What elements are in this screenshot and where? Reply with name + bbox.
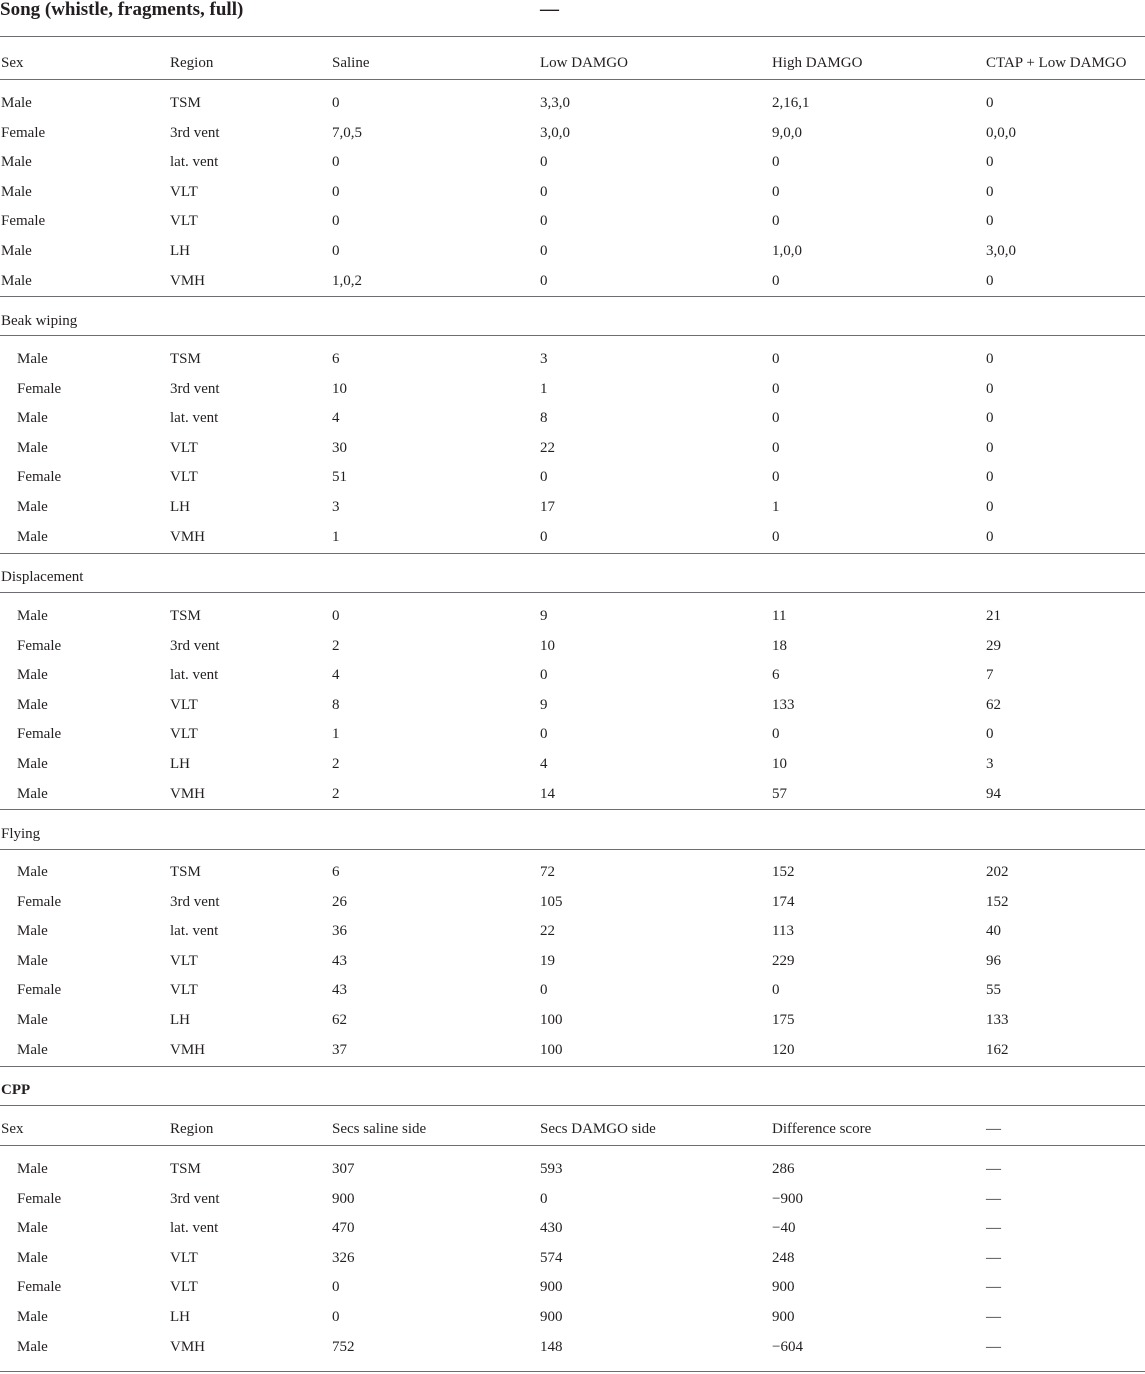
cell-sex: Male bbox=[17, 351, 48, 367]
table-rule bbox=[0, 335, 1145, 336]
cell-region: VMH bbox=[170, 528, 206, 545]
table-row bbox=[0, 1273, 1145, 1303]
cell-high-damgo: 120 bbox=[772, 1041, 795, 1058]
cell-empty: — bbox=[986, 1309, 1001, 1325]
table-row bbox=[0, 947, 1145, 977]
cell-sex: Male bbox=[17, 667, 48, 684]
cell-difference: 286 bbox=[772, 1161, 795, 1177]
cell-sex: Male bbox=[1, 95, 32, 111]
cell-low-damgo: 0 bbox=[540, 243, 548, 259]
song-section-dash: — bbox=[540, 0, 559, 20]
cell-saline: 6 bbox=[332, 864, 340, 880]
cell-region: 3rd vent bbox=[170, 637, 220, 654]
cell-low-damgo: 3,0,0 bbox=[540, 124, 570, 141]
cell-sex: Male bbox=[17, 1041, 48, 1058]
cell-low-damgo: 105 bbox=[540, 893, 563, 910]
table-row bbox=[0, 404, 1145, 434]
table-rule bbox=[0, 592, 1145, 593]
cell-ctap-low-damgo: 0 bbox=[986, 380, 994, 397]
cell-saline: 0 bbox=[332, 243, 340, 259]
cell-secs-saline: 900 bbox=[332, 1190, 355, 1207]
cell-saline: 0 bbox=[332, 95, 340, 111]
cell-saline: 43 bbox=[332, 982, 347, 999]
table-row bbox=[0, 434, 1145, 464]
cpp-col-header-sex: Sex bbox=[1, 1121, 24, 1137]
cell-sex: Female bbox=[17, 469, 62, 486]
cell-sex: Female bbox=[1, 124, 46, 141]
cell-ctap-low-damgo: 7 bbox=[986, 667, 994, 684]
cell-difference: 248 bbox=[772, 1249, 795, 1266]
table-row bbox=[0, 888, 1145, 918]
cell-sex: Female bbox=[17, 726, 62, 743]
table-row bbox=[0, 493, 1145, 523]
table-row bbox=[0, 375, 1145, 405]
cell-ctap-low-damgo: 0 bbox=[986, 183, 994, 200]
cell-saline: 1,0,2 bbox=[332, 272, 362, 289]
cell-ctap-low-damgo: 202 bbox=[986, 864, 1009, 880]
cell-sex: Male bbox=[17, 952, 48, 969]
cell-region: VLT bbox=[170, 183, 198, 200]
cell-high-damgo: 0 bbox=[772, 183, 780, 200]
table-row bbox=[0, 463, 1145, 493]
cell-ctap-low-damgo: 3,0,0 bbox=[986, 243, 1016, 259]
table-row bbox=[0, 523, 1145, 553]
cell-high-damgo: 0 bbox=[772, 351, 780, 367]
cell-sex: Female bbox=[1, 213, 46, 230]
cell-sex: Male bbox=[1, 272, 32, 289]
cell-ctap-low-damgo: 162 bbox=[986, 1041, 1009, 1058]
cell-sex: Female bbox=[17, 1279, 62, 1296]
cell-region: TSM bbox=[170, 608, 201, 624]
table-row bbox=[0, 632, 1145, 662]
flying-section-title: Flying bbox=[1, 826, 41, 842]
cell-low-damgo: 14 bbox=[540, 785, 555, 802]
table-row bbox=[0, 148, 1145, 178]
cell-ctap-low-damgo: 3 bbox=[986, 756, 994, 772]
cell-sex: Male bbox=[17, 410, 48, 427]
cell-saline: 0 bbox=[332, 183, 340, 200]
cell-ctap-low-damgo: 133 bbox=[986, 1012, 1009, 1028]
cell-low-damgo: 0 bbox=[540, 154, 548, 171]
table-row bbox=[0, 780, 1145, 810]
cell-region: VLT bbox=[170, 213, 198, 230]
cell-saline: 3 bbox=[332, 499, 340, 515]
cell-ctap-low-damgo: 94 bbox=[986, 785, 1001, 802]
cell-ctap-low-damgo: 0 bbox=[986, 410, 994, 427]
cell-sex: Male bbox=[17, 1338, 48, 1355]
cell-sex: Male bbox=[17, 499, 48, 515]
cell-ctap-low-damgo: 55 bbox=[986, 982, 1001, 999]
cell-low-damgo: 0 bbox=[540, 726, 548, 743]
cell-difference: −604 bbox=[772, 1338, 803, 1355]
cell-high-damgo: 57 bbox=[772, 785, 787, 802]
cell-saline: 6 bbox=[332, 351, 340, 367]
table-rule bbox=[0, 809, 1145, 810]
cell-low-damgo: 4 bbox=[540, 756, 548, 772]
cell-region: lat. vent bbox=[170, 154, 219, 171]
table-row bbox=[0, 1006, 1145, 1036]
cell-secs-damgo: 900 bbox=[540, 1309, 563, 1325]
cell-high-damgo: 0 bbox=[772, 439, 780, 456]
table-row bbox=[0, 917, 1145, 947]
cell-sex: Male bbox=[17, 1220, 48, 1237]
cpp-col-header-difference: Difference score bbox=[772, 1121, 872, 1137]
cell-ctap-low-damgo: 62 bbox=[986, 696, 1001, 713]
cell-ctap-low-damgo: 0 bbox=[986, 528, 994, 545]
cell-ctap-low-damgo: 0 bbox=[986, 213, 994, 230]
cpp-col-header-empty: — bbox=[986, 1121, 1001, 1137]
cell-saline: 62 bbox=[332, 1012, 347, 1028]
cell-sex: Male bbox=[1, 183, 32, 200]
table-row bbox=[0, 720, 1145, 750]
cell-ctap-low-damgo: 96 bbox=[986, 952, 1001, 969]
cell-empty: — bbox=[986, 1249, 1001, 1266]
cell-saline: 10 bbox=[332, 380, 347, 397]
cell-sex: Female bbox=[17, 1190, 62, 1207]
table-row bbox=[0, 237, 1145, 267]
cell-region: lat. vent bbox=[170, 410, 219, 427]
cell-sex: Male bbox=[17, 923, 48, 940]
cell-ctap-low-damgo: 0 bbox=[986, 95, 994, 111]
cell-ctap-low-damgo: 0 bbox=[986, 272, 994, 289]
cell-high-damgo: 133 bbox=[772, 696, 795, 713]
cell-saline: 4 bbox=[332, 667, 340, 684]
cell-region: 3rd vent bbox=[170, 124, 220, 141]
cell-empty: — bbox=[986, 1161, 1001, 1177]
table-row bbox=[0, 1244, 1145, 1274]
table-row bbox=[0, 1036, 1145, 1066]
cell-region: TSM bbox=[170, 95, 201, 111]
cell-ctap-low-damgo: 21 bbox=[986, 608, 1001, 624]
song-section-title: Song (whistle, fragments, full) bbox=[0, 0, 244, 20]
cell-ctap-low-damgo: 152 bbox=[986, 893, 1009, 910]
cell-saline: 2 bbox=[332, 637, 340, 654]
cell-saline: 0 bbox=[332, 608, 340, 624]
cell-ctap-low-damgo: 0 bbox=[986, 469, 994, 486]
table-rule bbox=[0, 849, 1145, 850]
table-row bbox=[0, 119, 1145, 149]
cell-region: VLT bbox=[170, 1249, 198, 1266]
cell-ctap-low-damgo: 0 bbox=[986, 726, 994, 743]
cpp-col-header-secs-saline: Secs saline side bbox=[332, 1121, 427, 1137]
cell-sex: Female bbox=[17, 380, 62, 397]
cell-region: lat. vent bbox=[170, 1220, 219, 1237]
table-row bbox=[0, 661, 1145, 691]
cell-region: VLT bbox=[170, 439, 198, 456]
cell-high-damgo: 152 bbox=[772, 864, 795, 880]
table-rule bbox=[0, 1105, 1145, 1106]
table-row bbox=[0, 750, 1145, 780]
cell-region: VLT bbox=[170, 1279, 198, 1296]
cell-high-damgo: 0 bbox=[772, 982, 780, 999]
table-rule bbox=[0, 36, 1145, 37]
table-row bbox=[0, 1185, 1145, 1215]
cell-saline: 2 bbox=[332, 785, 340, 802]
cell-empty: — bbox=[986, 1338, 1001, 1355]
cell-high-damgo: 18 bbox=[772, 637, 787, 654]
cell-region: VMH bbox=[170, 272, 206, 289]
table-row bbox=[0, 1214, 1145, 1244]
cell-region: LH bbox=[170, 1309, 190, 1325]
cell-high-damgo: 1,0,0 bbox=[772, 243, 802, 259]
cell-secs-damgo: 430 bbox=[540, 1220, 563, 1237]
cell-sex: Male bbox=[17, 864, 48, 880]
cell-saline: 51 bbox=[332, 469, 347, 486]
cell-sex: Male bbox=[17, 1161, 48, 1177]
cell-sex: Female bbox=[17, 982, 62, 999]
cell-high-damgo: 0 bbox=[772, 380, 780, 397]
cell-high-damgo: 0 bbox=[772, 726, 780, 743]
cell-saline: 7,0,5 bbox=[332, 124, 362, 141]
cell-region: VMH bbox=[170, 1338, 206, 1355]
cell-sex: Male bbox=[17, 1309, 48, 1325]
cell-high-damgo: 0 bbox=[772, 213, 780, 230]
cell-low-damgo: 0 bbox=[540, 213, 548, 230]
cell-region: 3rd vent bbox=[170, 893, 220, 910]
table-rule bbox=[0, 79, 1145, 80]
cell-low-damgo: 0 bbox=[540, 667, 548, 684]
cell-saline: 0 bbox=[332, 154, 340, 171]
cell-region: VLT bbox=[170, 696, 198, 713]
table-rule bbox=[0, 1145, 1145, 1146]
cell-ctap-low-damgo: 29 bbox=[986, 637, 1001, 654]
cell-low-damgo: 72 bbox=[540, 864, 555, 880]
cell-high-damgo: 175 bbox=[772, 1012, 795, 1028]
table-row bbox=[0, 1155, 1145, 1185]
cell-sex: Male bbox=[17, 785, 48, 802]
col-header-low-damgo: Low DAMGO bbox=[540, 55, 628, 71]
cell-empty: — bbox=[986, 1279, 1001, 1296]
cell-secs-damgo: 148 bbox=[540, 1338, 563, 1355]
cell-sex: Male bbox=[17, 608, 48, 624]
cell-region: lat. vent bbox=[170, 923, 219, 940]
cell-saline: 0 bbox=[332, 213, 340, 230]
cell-region: TSM bbox=[170, 864, 201, 880]
col-header-sex: Sex bbox=[1, 55, 24, 71]
table-row bbox=[0, 691, 1145, 721]
cell-sex: Male bbox=[1, 243, 32, 259]
cell-sex: Female bbox=[17, 893, 62, 910]
cell-region: TSM bbox=[170, 351, 201, 367]
table-rule bbox=[0, 1371, 1145, 1372]
cell-low-damgo: 10 bbox=[540, 637, 555, 654]
cell-low-damgo: 0 bbox=[540, 272, 548, 289]
cpp-col-header-secs-damgo: Secs DAMGO side bbox=[540, 1121, 656, 1137]
cell-high-damgo: 1 bbox=[772, 499, 780, 515]
table-row bbox=[0, 1333, 1145, 1363]
cell-region: lat. vent bbox=[170, 667, 219, 684]
cell-sex: Male bbox=[17, 1249, 48, 1266]
cell-secs-saline: 470 bbox=[332, 1220, 355, 1237]
cell-region: VLT bbox=[170, 469, 198, 486]
cell-low-damgo: 22 bbox=[540, 439, 555, 456]
table-row bbox=[0, 976, 1145, 1006]
cell-region: LH bbox=[170, 756, 190, 772]
cell-sex: Female bbox=[17, 637, 62, 654]
cell-saline: 37 bbox=[332, 1041, 347, 1058]
cell-low-damgo: 0 bbox=[540, 528, 548, 545]
cell-high-damgo: 11 bbox=[772, 608, 787, 624]
cell-empty: — bbox=[986, 1220, 1001, 1237]
cell-secs-saline: 0 bbox=[332, 1279, 340, 1296]
cell-saline: 1 bbox=[332, 528, 340, 545]
cell-region: LH bbox=[170, 243, 190, 259]
cell-saline: 4 bbox=[332, 410, 340, 427]
cell-region: VLT bbox=[170, 982, 198, 999]
table-row bbox=[0, 858, 1145, 888]
cell-low-damgo: 19 bbox=[540, 952, 555, 969]
cell-low-damgo: 100 bbox=[540, 1012, 563, 1028]
table-row bbox=[0, 207, 1145, 237]
cell-low-damgo: 0 bbox=[540, 183, 548, 200]
table-row bbox=[0, 267, 1145, 297]
cell-high-damgo: 0 bbox=[772, 154, 780, 171]
cell-region: VLT bbox=[170, 952, 198, 969]
cell-low-damgo: 1 bbox=[540, 380, 548, 397]
cell-low-damgo: 22 bbox=[540, 923, 555, 940]
cell-region: 3rd vent bbox=[170, 380, 220, 397]
cell-saline: 8 bbox=[332, 696, 340, 713]
cell-high-damgo: 10 bbox=[772, 756, 787, 772]
cell-region: LH bbox=[170, 1012, 190, 1028]
cell-ctap-low-damgo: 0 bbox=[986, 351, 994, 367]
cell-region: 3rd vent bbox=[170, 1190, 220, 1207]
column-header-row bbox=[0, 49, 1145, 79]
cell-secs-saline: 0 bbox=[332, 1309, 340, 1325]
cell-ctap-low-damgo: 40 bbox=[986, 923, 1001, 940]
cell-difference: 900 bbox=[772, 1309, 795, 1325]
cell-difference: −40 bbox=[772, 1220, 796, 1237]
cell-low-damgo: 100 bbox=[540, 1041, 563, 1058]
cell-secs-damgo: 593 bbox=[540, 1161, 563, 1177]
cell-high-damgo: 0 bbox=[772, 272, 780, 289]
cell-low-damgo: 9 bbox=[540, 696, 548, 713]
cell-low-damgo: 17 bbox=[540, 499, 555, 515]
cell-ctap-low-damgo: 0 bbox=[986, 154, 994, 171]
cell-region: VMH bbox=[170, 1041, 206, 1058]
cell-saline: 30 bbox=[332, 439, 347, 456]
table-rule bbox=[0, 553, 1145, 554]
song-section-title-row bbox=[0, 0, 1145, 22]
table-row bbox=[0, 178, 1145, 208]
col-header-saline: Saline bbox=[332, 55, 370, 71]
cell-ctap-low-damgo: 0 bbox=[986, 439, 994, 456]
cell-high-damgo: 0 bbox=[772, 469, 780, 486]
cell-low-damgo: 3,3,0 bbox=[540, 95, 570, 111]
cell-empty: — bbox=[986, 1190, 1001, 1207]
cell-secs-damgo: 900 bbox=[540, 1279, 563, 1296]
cpp-col-header-region: Region bbox=[170, 1121, 214, 1137]
cell-low-damgo: 0 bbox=[540, 469, 548, 486]
cell-saline: 36 bbox=[332, 923, 347, 940]
col-header-high-damgo: High DAMGO bbox=[772, 55, 863, 71]
cell-difference: 900 bbox=[772, 1279, 795, 1296]
cell-low-damgo: 0 bbox=[540, 982, 548, 999]
cell-saline: 1 bbox=[332, 726, 340, 743]
cell-high-damgo: 113 bbox=[772, 923, 794, 940]
cell-ctap-low-damgo: 0 bbox=[986, 499, 994, 515]
cell-secs-damgo: 574 bbox=[540, 1249, 563, 1266]
col-header-ctap-low-damgo: CTAP + Low DAMGO bbox=[986, 55, 1127, 71]
cell-sex: Male bbox=[1, 154, 32, 171]
cell-saline: 43 bbox=[332, 952, 347, 969]
cell-sex: Male bbox=[17, 528, 48, 545]
col-header-region: Region bbox=[170, 55, 214, 71]
cell-low-damgo: 9 bbox=[540, 608, 548, 624]
table-rule bbox=[0, 296, 1145, 297]
cell-difference: −900 bbox=[772, 1190, 803, 1207]
cell-saline: 2 bbox=[332, 756, 340, 772]
displacement-section-title: Displacement bbox=[1, 569, 84, 585]
cell-sex: Male bbox=[17, 1012, 48, 1028]
cell-high-damgo: 229 bbox=[772, 952, 795, 969]
table-row bbox=[0, 345, 1145, 375]
table-row bbox=[0, 1303, 1145, 1333]
cell-high-damgo: 0 bbox=[772, 528, 780, 545]
table-rule bbox=[0, 1066, 1145, 1067]
cell-ctap-low-damgo: 0,0,0 bbox=[986, 124, 1016, 141]
cell-region: TSM bbox=[170, 1161, 201, 1177]
cell-sex: Male bbox=[17, 439, 48, 456]
cell-secs-saline: 752 bbox=[332, 1338, 355, 1355]
cell-high-damgo: 9,0,0 bbox=[772, 124, 802, 141]
cell-region: LH bbox=[170, 499, 190, 515]
cell-secs-saline: 307 bbox=[332, 1161, 355, 1177]
cell-secs-damgo: 0 bbox=[540, 1190, 548, 1207]
cell-sex: Male bbox=[17, 756, 48, 772]
cell-high-damgo: 6 bbox=[772, 667, 780, 684]
table-row bbox=[0, 89, 1145, 119]
cpp-column-header-row bbox=[0, 1115, 1145, 1145]
cell-high-damgo: 0 bbox=[772, 410, 780, 427]
cell-low-damgo: 3 bbox=[540, 351, 548, 367]
beak-wiping-section-title: Beak wiping bbox=[1, 313, 78, 329]
cell-secs-saline: 326 bbox=[332, 1249, 355, 1266]
cell-region: VLT bbox=[170, 726, 198, 743]
cell-high-damgo: 174 bbox=[772, 893, 795, 910]
cell-region: VMH bbox=[170, 785, 206, 802]
table-row bbox=[0, 602, 1145, 632]
cell-saline: 26 bbox=[332, 893, 347, 910]
cpp-section-title: CPP bbox=[1, 1082, 31, 1098]
cell-sex: Male bbox=[17, 696, 48, 713]
cell-high-damgo: 2,16,1 bbox=[772, 95, 810, 111]
cell-low-damgo: 8 bbox=[540, 410, 548, 427]
